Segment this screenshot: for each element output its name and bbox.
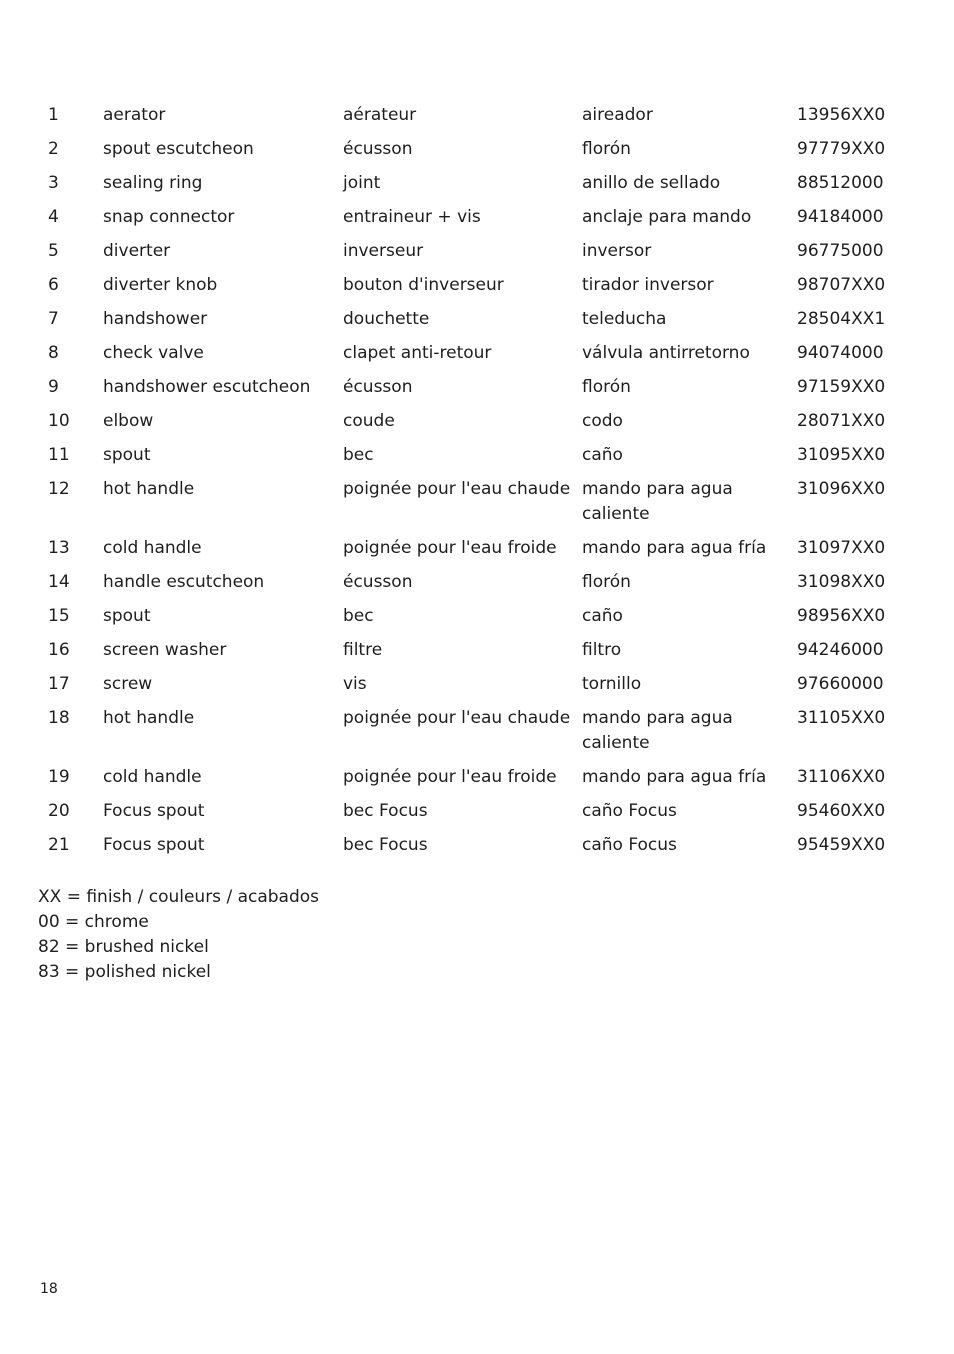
part-name-spanish: teleducha bbox=[582, 309, 667, 329]
part-name-spanish: mando para agua fría bbox=[582, 767, 767, 787]
part-code: 31095XX0 bbox=[797, 445, 886, 465]
part-name-french: bec Focus bbox=[343, 835, 428, 855]
part-name-english: handle escutcheon bbox=[103, 572, 265, 592]
part-code: 97660000 bbox=[797, 674, 884, 694]
part-name-english: hot handle bbox=[103, 708, 195, 728]
part-name-french: filtre bbox=[343, 640, 383, 660]
part-name-french: clapet anti-retour bbox=[343, 343, 492, 363]
part-name-english: Focus spout bbox=[103, 801, 205, 821]
part-name-french: bec bbox=[343, 606, 374, 626]
table-row bbox=[38, 829, 918, 863]
part-code: 94246000 bbox=[797, 640, 884, 660]
part-name-spanish: florón bbox=[582, 572, 631, 592]
part-name-french: coude bbox=[343, 411, 395, 431]
part-name-english: diverter bbox=[103, 241, 171, 261]
part-name-french: douchette bbox=[343, 309, 430, 329]
legend-line: 82 = brushed nickel bbox=[38, 937, 209, 957]
part-name-english: handshower escutcheon bbox=[103, 377, 311, 397]
part-name-english: sealing ring bbox=[103, 173, 203, 193]
table-row bbox=[38, 634, 918, 668]
part-code: 98707XX0 bbox=[797, 275, 886, 295]
part-name-spanish: anclaje para mando bbox=[582, 207, 752, 227]
part-name-spanish: inversor bbox=[582, 241, 652, 261]
part-name-french: aérateur bbox=[343, 105, 417, 125]
part-name-french: écusson bbox=[343, 377, 413, 397]
part-number-index: 13 bbox=[48, 538, 70, 558]
part-name-spanish: tornillo bbox=[582, 674, 642, 694]
table-row bbox=[38, 337, 918, 371]
part-name-english: diverter knob bbox=[103, 275, 218, 295]
part-number-index: 9 bbox=[48, 377, 59, 397]
part-code: 95459XX0 bbox=[797, 835, 886, 855]
part-name-english: elbow bbox=[103, 411, 154, 431]
table-row bbox=[38, 702, 918, 761]
part-name-spanish: florón bbox=[582, 377, 631, 397]
part-name-english: check valve bbox=[103, 343, 204, 363]
table-row bbox=[38, 761, 918, 795]
part-number-index: 7 bbox=[48, 309, 59, 329]
legend-line: 00 = chrome bbox=[38, 912, 149, 932]
part-name-french: poignée pour l'eau froide bbox=[343, 767, 557, 787]
part-name-spanish: válvula antirretorno bbox=[582, 343, 750, 363]
part-code: 94074000 bbox=[797, 343, 884, 363]
part-code: 31097XX0 bbox=[797, 538, 886, 558]
table-row bbox=[38, 235, 918, 269]
legend-line: XX = finish / couleurs / acabados bbox=[38, 887, 320, 907]
part-number-index: 20 bbox=[48, 801, 70, 821]
part-name-english: snap connector bbox=[103, 207, 235, 227]
legend-line: 83 = polished nickel bbox=[38, 962, 211, 982]
part-code: 28071XX0 bbox=[797, 411, 886, 431]
part-code: 13956XX0 bbox=[797, 105, 886, 125]
parts-table bbox=[38, 99, 918, 863]
table-row bbox=[38, 303, 918, 337]
part-name-spanish: mando para agua fría bbox=[582, 538, 767, 558]
table-row bbox=[38, 201, 918, 235]
part-name-spanish: anillo de sellado bbox=[582, 173, 721, 193]
part-name-spanish: mando para agua caliente bbox=[582, 479, 733, 524]
table-row bbox=[38, 566, 918, 600]
part-name-french: poignée pour l'eau froide bbox=[343, 538, 557, 558]
part-number-index: 16 bbox=[48, 640, 70, 660]
part-number-index: 17 bbox=[48, 674, 70, 694]
table-row bbox=[38, 99, 918, 133]
table-row bbox=[38, 668, 918, 702]
table-row bbox=[38, 532, 918, 566]
table-row bbox=[38, 371, 918, 405]
part-number-index: 3 bbox=[48, 173, 59, 193]
part-number-index: 11 bbox=[48, 445, 70, 465]
part-code: 28504XX1 bbox=[797, 309, 886, 329]
part-code: 31106XX0 bbox=[797, 767, 886, 787]
part-name-spanish: aireador bbox=[582, 105, 653, 125]
part-name-english: cold handle bbox=[103, 767, 202, 787]
part-number-index: 8 bbox=[48, 343, 59, 363]
table-row bbox=[38, 269, 918, 303]
table-row bbox=[38, 167, 918, 201]
table-row bbox=[38, 473, 918, 532]
part-code: 94184000 bbox=[797, 207, 884, 227]
part-name-spanish: filtro bbox=[582, 640, 622, 660]
part-code: 96775000 bbox=[797, 241, 884, 261]
part-name-spanish: caño Focus bbox=[582, 801, 677, 821]
part-code: 31096XX0 bbox=[797, 479, 886, 499]
part-number-index: 6 bbox=[48, 275, 59, 295]
part-code: 88512000 bbox=[797, 173, 884, 193]
part-number-index: 4 bbox=[48, 207, 59, 227]
part-number-index: 21 bbox=[48, 835, 70, 855]
part-name-english: cold handle bbox=[103, 538, 202, 558]
part-name-spanish: florón bbox=[582, 139, 631, 159]
part-name-french: poignée pour l'eau chaude bbox=[343, 708, 571, 728]
part-number-index: 15 bbox=[48, 606, 70, 626]
part-name-french: écusson bbox=[343, 139, 413, 159]
part-name-spanish: mando para agua caliente bbox=[582, 708, 733, 753]
part-name-french: poignée pour l'eau chaude bbox=[343, 479, 571, 499]
part-name-spanish: caño Focus bbox=[582, 835, 677, 855]
part-code: 98956XX0 bbox=[797, 606, 886, 626]
part-code: 31105XX0 bbox=[797, 708, 886, 728]
part-name-english: spout bbox=[103, 445, 151, 465]
part-code: 95460XX0 bbox=[797, 801, 886, 821]
part-number-index: 18 bbox=[48, 708, 70, 728]
part-name-english: screw bbox=[103, 674, 153, 694]
part-name-english: handshower bbox=[103, 309, 208, 329]
part-name-spanish: codo bbox=[582, 411, 623, 431]
part-name-english: hot handle bbox=[103, 479, 195, 499]
part-number-index: 1 bbox=[48, 105, 59, 125]
part-name-english: aerator bbox=[103, 105, 166, 125]
part-name-french: bouton d'inverseur bbox=[343, 275, 504, 295]
part-name-spanish: caño bbox=[582, 445, 623, 465]
part-name-spanish: tirador inversor bbox=[582, 275, 714, 295]
table-row bbox=[38, 439, 918, 473]
part-number-index: 12 bbox=[48, 479, 70, 499]
part-name-french: inverseur bbox=[343, 241, 424, 261]
part-name-english: spout bbox=[103, 606, 151, 626]
part-name-english: Focus spout bbox=[103, 835, 205, 855]
part-name-french: écusson bbox=[343, 572, 413, 592]
part-number-index: 10 bbox=[48, 411, 70, 431]
part-number-index: 2 bbox=[48, 139, 59, 159]
table-row bbox=[38, 795, 918, 829]
part-number-index: 19 bbox=[48, 767, 70, 787]
table-row bbox=[38, 133, 918, 167]
part-number-index: 5 bbox=[48, 241, 59, 261]
part-name-french: vis bbox=[343, 674, 367, 694]
part-name-french: joint bbox=[343, 173, 381, 193]
part-code: 97779XX0 bbox=[797, 139, 886, 159]
part-name-spanish: caño bbox=[582, 606, 623, 626]
part-code: 31098XX0 bbox=[797, 572, 886, 592]
table-row bbox=[38, 405, 918, 439]
part-name-french: bec Focus bbox=[343, 801, 428, 821]
part-number-index: 14 bbox=[48, 572, 70, 592]
part-name-french: entraineur + vis bbox=[343, 207, 481, 227]
part-code: 97159XX0 bbox=[797, 377, 886, 397]
finish-legend bbox=[38, 885, 319, 985]
table-row bbox=[38, 600, 918, 634]
page-number: 18 bbox=[40, 1281, 58, 1297]
part-name-english: screen washer bbox=[103, 640, 227, 660]
part-name-french: bec bbox=[343, 445, 374, 465]
part-name-english: spout escutcheon bbox=[103, 139, 254, 159]
